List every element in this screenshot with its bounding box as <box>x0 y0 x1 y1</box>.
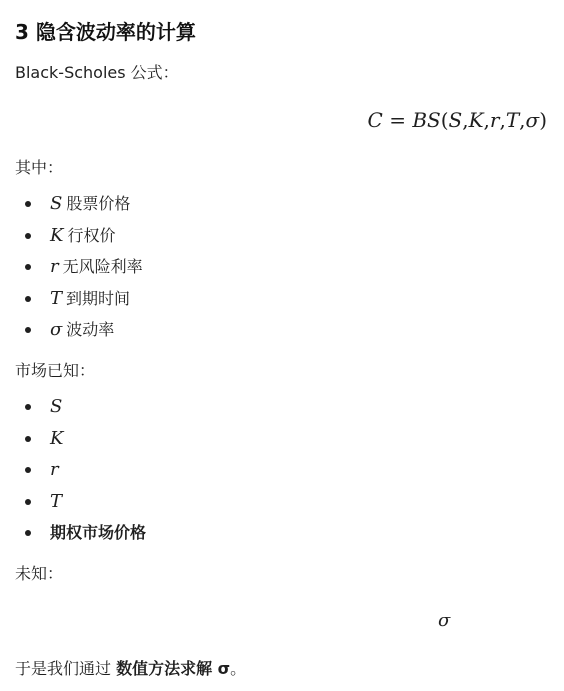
known-symbol: T <box>50 490 63 512</box>
formula-comma: , <box>462 108 469 132</box>
variable-description: 股票价格 <box>66 194 131 213</box>
black-scholes-formula <box>368 106 547 134</box>
bullet-icon <box>25 404 31 410</box>
formula-lhs: C <box>367 108 383 132</box>
bullet-icon <box>25 436 31 442</box>
unknown-symbol: σ <box>438 610 451 631</box>
known-symbol: K <box>50 427 64 449</box>
list-item <box>0 283 143 315</box>
variable-symbol: r <box>50 256 59 277</box>
variable-symbol: K <box>50 224 64 246</box>
formula-comma: , <box>499 108 506 132</box>
formula-arg: S <box>448 108 463 132</box>
conclusion-prefix: 于是我们通过 <box>15 659 117 678</box>
known-symbol: r <box>50 459 59 480</box>
formula-arg: T <box>505 108 520 132</box>
formula-open-paren: ( <box>440 108 449 132</box>
bullet-icon <box>25 327 31 333</box>
bullet-icon <box>25 233 31 239</box>
list-item <box>0 220 143 252</box>
intro-text: Black-Scholes 公式： <box>15 63 179 82</box>
known-list <box>0 391 146 549</box>
list-item <box>0 391 146 423</box>
bullet-icon <box>25 499 31 505</box>
known-symbol: S <box>50 396 63 417</box>
list-item <box>0 486 146 518</box>
variable-list <box>0 188 143 346</box>
option-market-price: 期权市场价格 <box>50 523 147 542</box>
variable-symbol: S <box>50 193 63 214</box>
list-item <box>0 517 146 549</box>
bullet-icon <box>25 296 31 302</box>
formula-arg: r <box>489 108 500 132</box>
list-item <box>0 314 143 346</box>
list-item <box>0 188 143 220</box>
conclusion-bold: 数值方法求解 σ <box>116 659 231 678</box>
formula-arg: σ <box>525 108 540 132</box>
variable-symbol: T <box>50 287 63 309</box>
variable-description: 波动率 <box>66 320 115 339</box>
bullet-icon <box>25 201 31 207</box>
section-heading: 3 隐含波动率的计算 <box>15 20 196 44</box>
formula-close-paren: ) <box>539 108 547 132</box>
formula-comma: , <box>519 108 526 132</box>
bullet-icon <box>25 264 31 270</box>
variable-description: 行权价 <box>67 225 116 245</box>
list-item <box>0 454 146 486</box>
unknown-label: 未知： <box>15 564 64 583</box>
formula-equals: = <box>389 108 406 132</box>
variable-description: 无风险利率 <box>62 257 143 276</box>
variable-symbol: σ <box>50 319 63 340</box>
bullet-icon <box>25 530 31 536</box>
variable-description: 到期时间 <box>66 288 131 308</box>
where-label: 其中： <box>15 158 64 177</box>
formula-comma: , <box>483 108 490 132</box>
list-item <box>0 423 146 455</box>
conclusion-text <box>15 657 246 681</box>
conclusion-suffix: 。 <box>230 659 247 678</box>
known-label: 市场已知： <box>15 361 96 380</box>
formula-function: BS <box>412 108 441 132</box>
list-item <box>0 251 143 283</box>
bullet-icon <box>25 467 31 473</box>
formula-arg: K <box>468 108 484 132</box>
